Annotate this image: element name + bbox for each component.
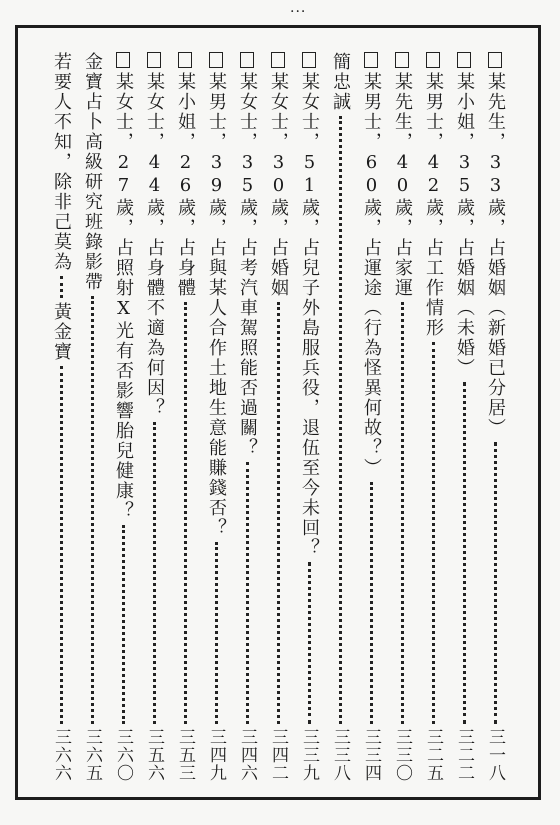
leader-dots: [246, 462, 249, 724]
checkbox-icon: [240, 52, 254, 68]
leader-dots: [308, 562, 311, 724]
leader-dots: [215, 542, 218, 724]
entry-title: 某小姐，26歲，占身體: [175, 72, 196, 298]
toc-entry: [356, 52, 386, 782]
toc-entry: [294, 52, 324, 782]
checkbox-icon: [488, 52, 502, 68]
entry-title: 若要人不知，除非己莫為: [51, 52, 72, 272]
checkbox-icon: [178, 52, 192, 68]
checkbox-icon: [271, 52, 285, 68]
page-number: 三三〇: [392, 728, 412, 782]
entry-title: 某女士，51歲，占兒子外島服兵役，退伍至今未回？: [299, 72, 320, 558]
leader-dots: [153, 422, 156, 724]
leader-dots: [432, 342, 435, 724]
toc-entry: [139, 52, 169, 782]
page-number: 三二五: [423, 728, 443, 782]
leader-dots: [370, 482, 373, 724]
leader-dots: [277, 302, 280, 724]
page-number: 三六五: [82, 728, 102, 782]
toc-author-entry: [325, 52, 355, 782]
toc-entry: [232, 52, 262, 782]
page-number: 三三九: [299, 728, 319, 782]
entry-title: 某女士，30歲，占婚姻: [268, 72, 289, 298]
toc-entry: [46, 52, 76, 782]
leader-dots: [463, 382, 466, 724]
leader-dots: [60, 276, 63, 298]
checkbox-icon: [364, 52, 378, 68]
leader-dots: [339, 116, 342, 724]
entry-title: 某男士，39歲，占與某人合作土地生意能賺錢否？: [206, 72, 227, 538]
page-number: 三六〇: [113, 728, 133, 782]
checkbox-icon: [116, 52, 130, 68]
author-name: 黃金寶: [51, 302, 72, 362]
page-number: 三一八: [485, 728, 505, 782]
page-number: 三三八: [330, 728, 350, 782]
checkbox-icon: [395, 52, 409, 68]
entry-title: 某先生，33歲，占婚姻（新婚已分居）: [485, 72, 506, 438]
checkbox-icon: [426, 52, 440, 68]
entry-title: 某男士，60歲，占運途（行為怪異何故？）: [361, 72, 382, 478]
page-number: 三五六: [144, 728, 164, 782]
toc-entry: [201, 52, 231, 782]
toc-entry: [449, 52, 479, 782]
entry-title: 金寶占卜高級研究班錄影帶: [82, 52, 103, 292]
toc-entry: [263, 52, 293, 782]
author-name: 簡忠誠: [330, 52, 351, 112]
toc-entry: [387, 52, 417, 782]
entry-title: 某女士，35歲，占考汽車駕照能否過關？: [237, 72, 258, 458]
toc-entry: [170, 52, 200, 782]
toc-entry: [480, 52, 510, 782]
checkbox-icon: [457, 52, 471, 68]
toc-entry: [418, 52, 448, 782]
page-number: 三三四: [361, 728, 381, 782]
page-number: 三五三: [175, 728, 195, 782]
page-number: 三四九: [206, 728, 226, 782]
toc-entry: [108, 52, 138, 782]
page-number: 三二二: [454, 728, 474, 782]
checkbox-icon: [147, 52, 161, 68]
page-header: ...: [290, 0, 307, 16]
leader-dots: [122, 525, 125, 724]
page-number: 三六六: [51, 728, 71, 782]
checkbox-icon: [209, 52, 223, 68]
entry-title: 某小姐，35歲，占婚姻（未婚）: [454, 72, 475, 378]
leader-dots: [91, 296, 94, 724]
entry-title: 某男士，42歲，占工作情形: [423, 72, 444, 338]
leader-dots: [60, 366, 63, 724]
leader-dots: [401, 302, 404, 724]
toc-entry: [77, 52, 107, 782]
checkbox-icon: [302, 52, 316, 68]
leader-dots: [494, 442, 497, 724]
entry-title: 某女士，44歲，占身體不適為何因？: [144, 72, 165, 418]
entry-title: 某先生，40歲，占家運: [392, 72, 413, 298]
page-number: 三四二: [268, 728, 288, 782]
entry-title: 某女士，27歲，占照射X光有否影響胎兒健康？: [113, 72, 134, 521]
leader-dots: [184, 302, 187, 724]
page-number: 三四六: [237, 728, 257, 782]
